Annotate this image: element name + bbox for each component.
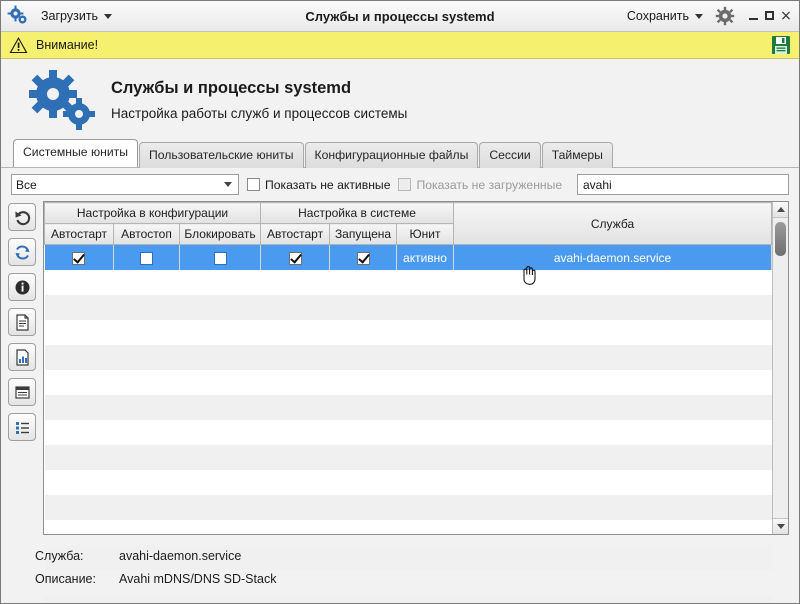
unit-filter-combobox[interactable] xyxy=(11,174,239,195)
tab-sessions[interactable] xyxy=(479,142,540,168)
row-checkbox[interactable] xyxy=(140,252,153,265)
tab-label: Пользовательские юниты xyxy=(148,148,294,162)
row-checkbox[interactable] xyxy=(72,252,85,265)
row-checkbox[interactable] xyxy=(289,252,302,265)
gears-icon xyxy=(7,5,29,27)
column-header-cfg-autostop[interactable]: Автостоп xyxy=(114,224,180,245)
tab-bar xyxy=(1,139,799,167)
cell-cfg-autostop[interactable] xyxy=(114,245,180,271)
column-header-cfg-block[interactable]: Блокировать xyxy=(180,224,261,245)
gears-logo xyxy=(23,69,97,131)
combo-value: Все xyxy=(16,177,37,192)
show-unloaded-label: Показать не загруженные xyxy=(416,177,563,192)
tab-label: Сессии xyxy=(489,148,531,162)
tab-label: Системные юниты xyxy=(23,145,128,159)
checkbox-box xyxy=(247,178,260,191)
units-grid xyxy=(44,202,772,604)
group-header-config[interactable]: Настройка в конфигурации xyxy=(45,203,261,224)
tab-timers[interactable] xyxy=(542,142,613,168)
checkbox-box xyxy=(398,178,411,191)
tab-label: Таймеры xyxy=(551,148,603,162)
refresh-icon[interactable] xyxy=(8,238,36,266)
row-checkbox[interactable] xyxy=(357,252,370,265)
main-body xyxy=(1,201,799,535)
cell-unit-state: активно xyxy=(397,245,454,271)
chevron-down-icon xyxy=(695,14,703,19)
scroll-down-arrow-icon xyxy=(777,524,785,529)
scrollbar-thumb[interactable] xyxy=(775,222,786,256)
detail-description-value: Avahi mDNS/DNS SD-Stack xyxy=(119,572,277,586)
tab-user-units[interactable] xyxy=(139,142,304,168)
scroll-up-button[interactable] xyxy=(773,202,788,218)
cell-cfg-autostart[interactable] xyxy=(45,245,114,271)
save-menu-button[interactable] xyxy=(621,6,709,26)
cell-cfg-block[interactable] xyxy=(180,245,261,271)
file-chart-icon[interactable] xyxy=(8,343,36,371)
page-title: Службы и процессы systemd xyxy=(111,79,352,97)
table-row[interactable] xyxy=(45,245,772,271)
cell-service-name[interactable]: avahi-daemon.service xyxy=(454,245,772,271)
close-button[interactable]: × xyxy=(780,8,792,24)
tab-system-units[interactable] xyxy=(13,139,138,167)
chevron-down-icon xyxy=(104,14,112,19)
scroll-up-arrow-icon xyxy=(777,207,785,212)
file-icon[interactable] xyxy=(8,308,36,336)
vertical-scrollbar[interactable] xyxy=(772,202,788,534)
chevron-down-icon xyxy=(224,182,232,187)
page-header xyxy=(1,59,799,137)
info-icon[interactable] xyxy=(8,273,36,301)
units-table xyxy=(43,201,789,535)
scroll-down-button[interactable] xyxy=(773,518,788,534)
search-value: avahi xyxy=(583,177,612,192)
column-header-sys-running[interactable]: Запущена xyxy=(330,224,397,245)
detail-service-label: Служба: xyxy=(35,549,84,563)
search-input[interactable] xyxy=(577,174,789,195)
floppy-save-icon[interactable] xyxy=(771,35,791,55)
undo-icon[interactable] xyxy=(8,203,36,231)
tab-config-files[interactable] xyxy=(305,142,479,168)
column-header-cfg-autostart[interactable]: Автостарт xyxy=(45,224,114,245)
scrollbar-track[interactable] xyxy=(773,218,788,518)
settings-gear-icon[interactable] xyxy=(715,6,735,26)
show-unloaded-checkbox xyxy=(398,178,562,192)
load-menu-label: Загрузить xyxy=(41,9,99,23)
group-header-system[interactable]: Настройка в системе xyxy=(261,203,454,224)
detail-service-value: avahi-daemon.service xyxy=(119,549,242,563)
save-menu-label: Сохранить xyxy=(626,9,689,23)
warning-bar xyxy=(1,32,799,59)
minimize-button[interactable] xyxy=(747,9,761,23)
list-panel-icon[interactable] xyxy=(8,378,36,406)
show-inactive-checkbox[interactable] xyxy=(247,178,390,192)
row-checkbox[interactable] xyxy=(214,252,227,265)
warning-text: Внимание! xyxy=(36,38,99,52)
cell-sys-autostart[interactable] xyxy=(261,245,330,271)
tab-label: Конфигурационные файлы xyxy=(314,148,469,162)
side-toolbar xyxy=(7,201,37,535)
show-inactive-label: Показать не активные xyxy=(265,177,391,192)
column-header-unit[interactable]: Юнит xyxy=(397,224,454,245)
group-header-row xyxy=(45,203,772,224)
warning-triangle-icon xyxy=(9,36,28,54)
column-header-service[interactable]: Служба xyxy=(454,203,772,245)
list-bullets-icon[interactable] xyxy=(8,413,36,441)
load-menu-button[interactable] xyxy=(35,6,118,26)
maximize-button[interactable] xyxy=(763,9,777,23)
title-bar xyxy=(1,1,799,32)
detail-description-label: Описание: xyxy=(35,572,96,586)
window-title: Службы и процессы systemd xyxy=(305,8,495,24)
cell-sys-running[interactable] xyxy=(330,245,397,271)
filter-bar xyxy=(1,167,799,201)
column-header-sys-autostart[interactable]: Автостарт xyxy=(261,224,330,245)
page-subtitle: Настройка работы служб и процессов системы xyxy=(111,106,408,121)
